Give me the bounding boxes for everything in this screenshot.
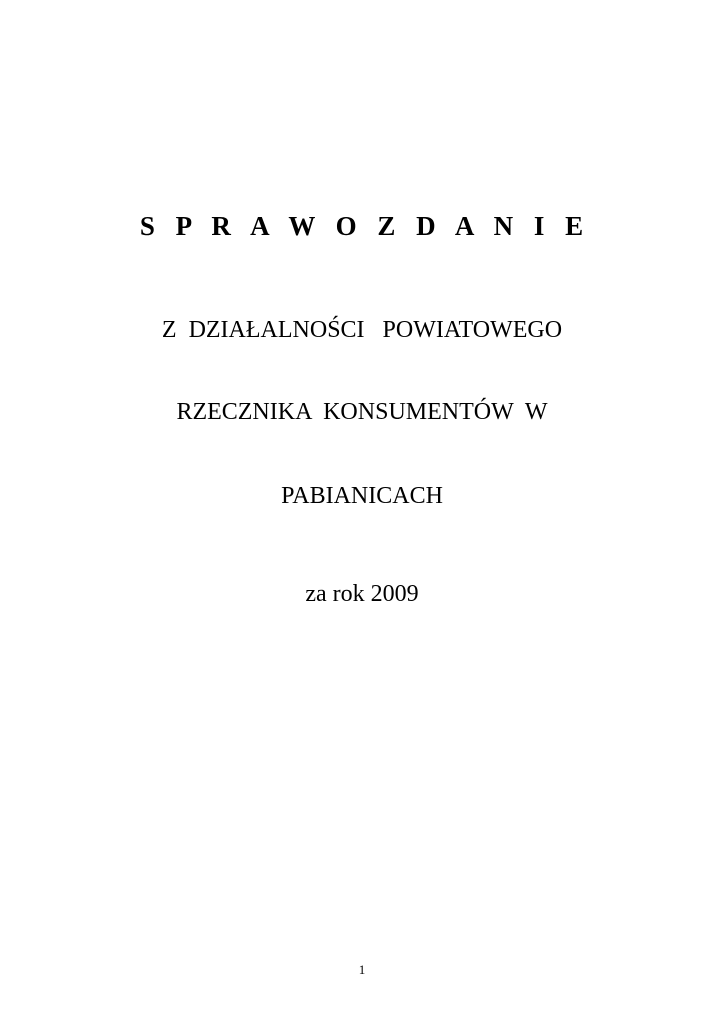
report-subject-line-2: RZECZNIKA KONSUMENTÓW W <box>176 399 548 425</box>
report-year: za rok 2009 <box>305 581 419 607</box>
report-subject-line-3: PABIANICACH <box>281 483 443 509</box>
page-number: 1 <box>358 962 366 977</box>
report-title: S P R A W O Z D A N I E <box>139 211 591 241</box>
report-subject-line-1: Z DZIAŁALNOŚCI POWIATOWEGO <box>161 317 563 343</box>
